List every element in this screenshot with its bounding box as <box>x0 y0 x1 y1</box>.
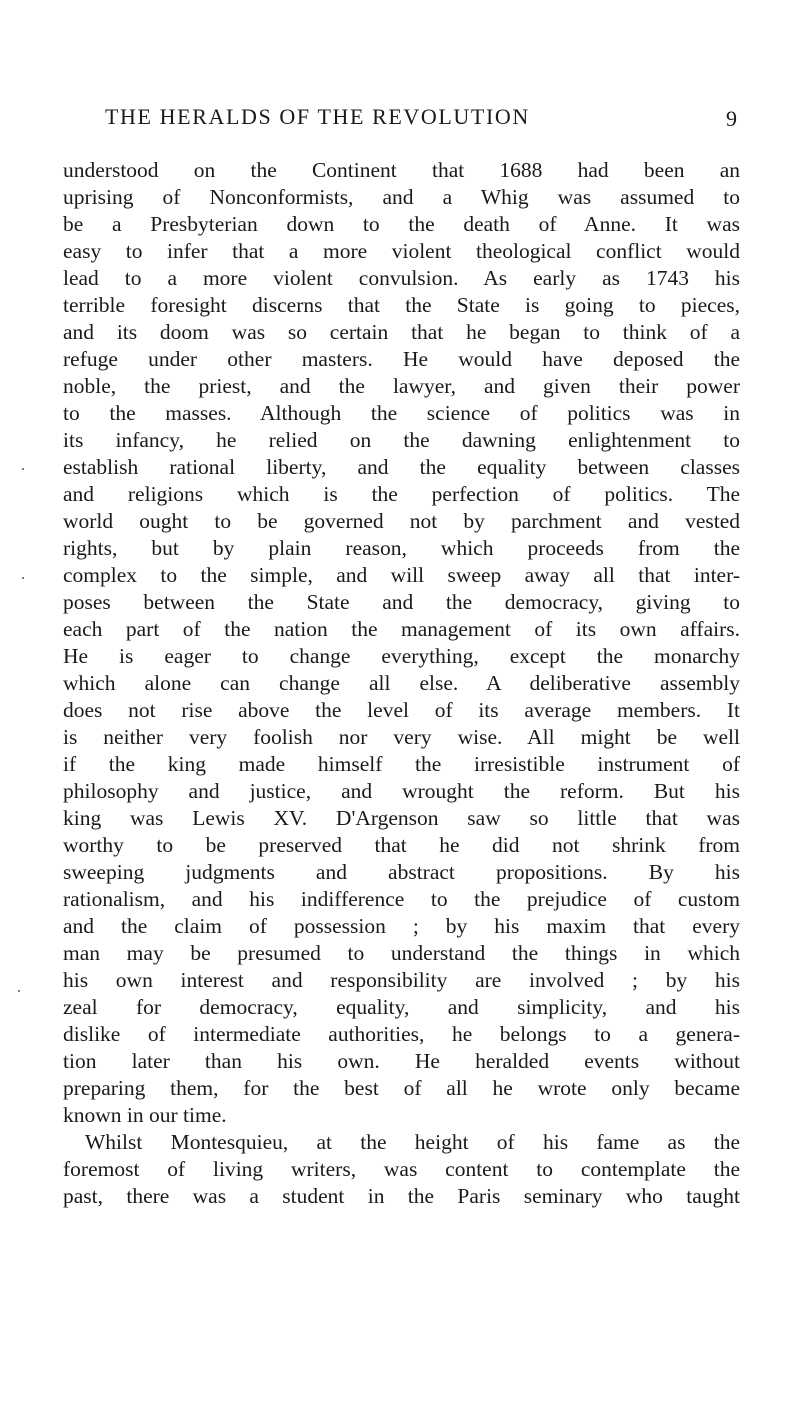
text-line: man may be presumed to understand the things in which <box>63 941 740 965</box>
text-line: rights, but by plain reason, which proceeds from the <box>63 536 740 560</box>
text-line: rationalism, and his indifference to the prejudice of custom <box>63 887 740 911</box>
text-line: to the masses. Although the science of politics was in <box>63 401 740 425</box>
text-line: establish rational liberty, and the equality between classes <box>63 455 740 479</box>
text-line: does not rise above the level of its average members. It <box>63 698 740 722</box>
text-line: understood on the Continent that 1688 had been an <box>63 158 740 182</box>
text-line: tion later than his own. He heralded events without <box>63 1049 740 1073</box>
text-line: and religions which is the perfection of politics. The <box>63 482 740 506</box>
text-line: is neither very foolish nor very wise. All might be well <box>63 725 740 749</box>
text-line: poses between the State and the democracy, giving to <box>63 590 740 614</box>
page-number: 9 <box>726 106 737 131</box>
scan-speck <box>22 468 24 470</box>
text-line: worthy to be preserved that he did not shrink from <box>63 833 740 857</box>
text-line: world ought to be governed not by parchment and vested <box>63 509 740 533</box>
text-line: sweeping judgments and abstract propositions. By his <box>63 860 740 884</box>
text-line: be a Presbyterian down to the death of Anne. It was <box>63 212 740 236</box>
text-line: uprising of Nonconformists, and a Whig was assumed to <box>63 185 740 209</box>
text-line: known in our time. <box>63 1103 227 1127</box>
text-line: which alone can change all else. A deliberative assembly <box>63 671 740 695</box>
text-line: and its doom was so certain that he began to think of a <box>63 320 740 344</box>
text-line: lead to a more violent convulsion. As early as 1743 his <box>63 266 740 290</box>
text-line: foremost of living writers, was content to contemplate the <box>63 1157 740 1181</box>
scan-speck <box>22 577 24 579</box>
running-title: THE HERALDS OF THE REVOLUTION <box>105 104 530 129</box>
body-text <box>63 157 740 1210</box>
text-line: his own interest and responsibility are involved ; by his <box>63 968 740 992</box>
text-line: its infancy, he relied on the dawning enlightenment to <box>63 428 740 452</box>
text-line: Whilst Montesquieu, at the height of his fame as the <box>85 1130 740 1154</box>
text-line: and the claim of possession ; by his maxim that every <box>63 914 740 938</box>
text-line: king was Lewis XV. D'Argenson saw so little that was <box>63 806 740 830</box>
text-line: noble, the priest, and the lawyer, and given their power <box>63 374 740 398</box>
text-line: if the king made himself the irresistible instrument of <box>63 752 740 776</box>
text-line: each part of the nation the management of its own affairs. <box>63 617 740 641</box>
text-line: zeal for democracy, equality, and simplicity, and his <box>63 995 740 1019</box>
paragraph <box>63 1129 740 1210</box>
text-line: preparing them, for the best of all he wrote only became <box>63 1076 740 1100</box>
text-line: past, there was a student in the Paris seminary who taught <box>63 1184 740 1208</box>
text-line: dislike of intermediate authorities, he belongs to a genera- <box>63 1022 740 1046</box>
scan-speck <box>18 990 20 992</box>
text-line: easy to infer that a more violent theological conflict would <box>63 239 740 263</box>
text-line: terrible foresight discerns that the State is going to pieces, <box>63 293 740 317</box>
text-line: philosophy and justice, and wrought the reform. But his <box>63 779 740 803</box>
text-line: refuge under other masters. He would have deposed the <box>63 347 740 371</box>
text-line: complex to the simple, and will sweep away all that inter- <box>63 563 740 587</box>
paragraph <box>63 157 740 1129</box>
text-line: He is eager to change everything, except the monarchy <box>63 644 740 668</box>
